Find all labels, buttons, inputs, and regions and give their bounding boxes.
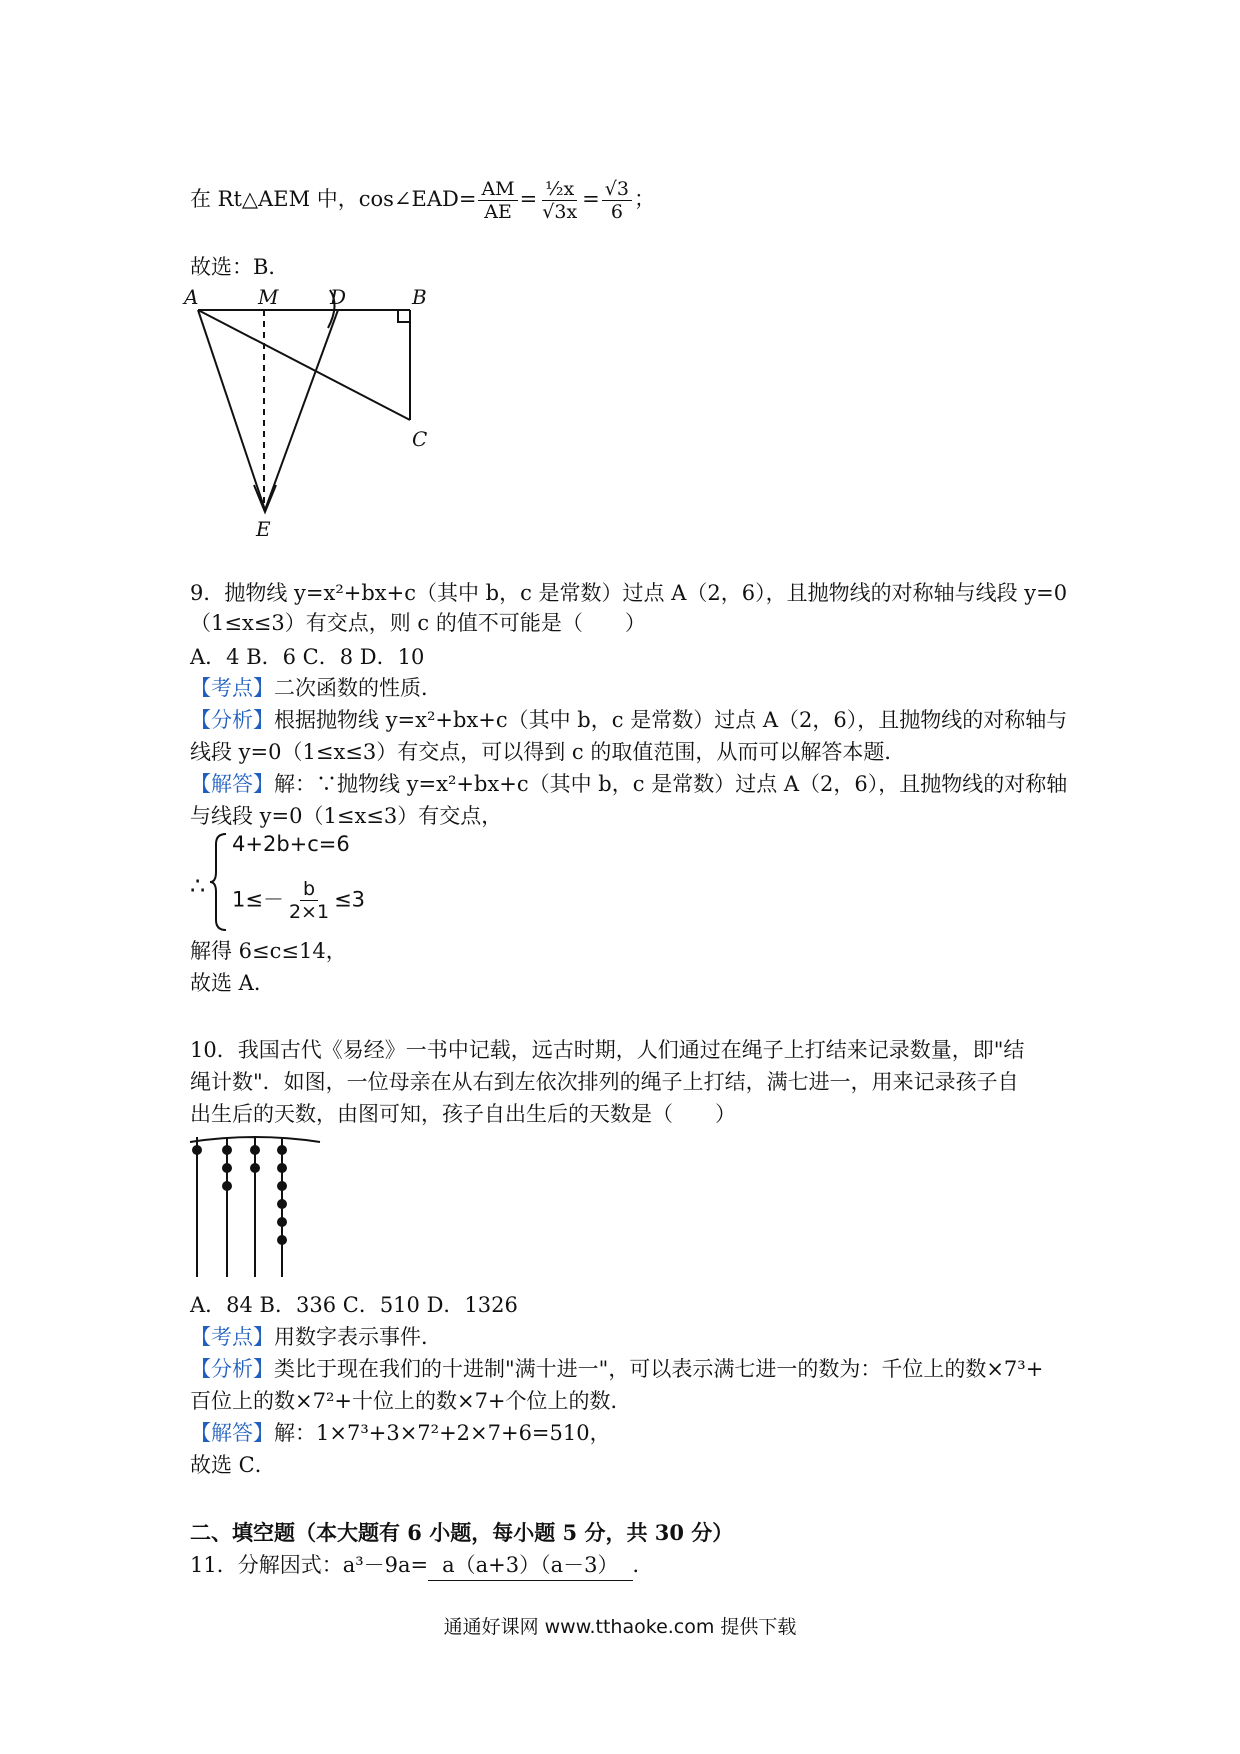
fenxi-text: 根据抛物线 y=x²+bx+c（其中 b，c 是常数）过点 A（2，6），且抛物线的对称轴与 [274,708,1068,732]
frac-num: AM [478,178,517,201]
frac-num: b [300,878,318,901]
q9-solution: 解得 6≤c≤14， [190,939,347,963]
knot [277,1217,287,1227]
frac-den: 2×1 [288,901,330,923]
label-E: E [256,517,271,540]
q10-line3: 出生后的天数，由图可知，孩子自出生后的天数是（ ） [190,1102,736,1126]
q9-answer: 故选 A． [190,971,275,995]
knot [192,1145,202,1155]
kaodian-tag: 【考点】 [190,1325,274,1349]
q11-suffix: ． [632,1553,654,1577]
q9-options: A．4 B．6 C．8 D．10 [190,645,425,669]
frac-num: ½x [542,178,577,201]
brace-icon [210,832,228,932]
jieda-text: 解：1×7³+3×7²+2×7+6=510， [274,1421,611,1445]
frac-den: √3x [542,201,578,223]
q10-line1: 10．我国古代《易经》一书中记载，远古时期，人们通过在绳子上打结来记录数量，即"结 [190,1038,1025,1062]
cos-prefix: 在 Rt△AEM 中，cos∠EAD= [190,187,477,211]
q10-jieda [190,1418,611,1448]
system-eq1: 4+2b+c=6 [232,832,350,856]
label-M: M [258,285,279,309]
q10-fenxi [190,1354,1043,1384]
q11-line [190,1550,654,1581]
label-C: C [412,427,428,451]
q9-fenxi [190,705,1067,735]
knot [277,1145,287,1155]
kaodian-text: 二次函数的性质． [274,676,442,700]
q11-prefix: 11．分解因式：a³－9a= [190,1553,429,1577]
label-B: B [412,285,427,309]
q10-line2: 绳计数"．如图，一位母亲在从右到左依次排列的绳子上打结，满七进一，用来记录孩子自 [190,1070,1019,1094]
jieda-tag: 【解答】 [190,772,274,796]
knot [222,1181,232,1191]
cos-suffix: ； [633,187,655,211]
label-D: D [330,285,347,309]
geometry-figure-8 [180,280,440,540]
kaodian-tag: 【考点】 [190,676,274,700]
frac-am-ae [478,178,517,223]
therefore-symbol: ∴ [190,872,206,900]
eq2-left: 1≤－ [232,887,284,912]
knot [277,1181,287,1191]
fenxi-text: 类比于现在我们的十进制"满十进一"，可以表示满七进一的数为：千位上的数×7³+ [274,1357,1044,1381]
answer-8: 故选：B． [190,255,290,279]
q9-line1: 9．抛物线 y=x²+bx+c（其中 b，c 是常数）过点 A（2，6），且抛物线的对称轴与线段 y=0 [190,581,1068,605]
q9-jieda [190,769,1067,799]
knot [250,1163,260,1173]
knot [250,1145,260,1155]
knot [222,1163,232,1173]
eq2-right: ≤3 [334,887,366,912]
section-2-heading: 二、填空题（本大题有 6 小题，每小题 5 分，共 30 分） [190,1520,734,1545]
frac-den: 6 [610,201,623,223]
knot-rope-figure [185,1132,325,1282]
fenxi-tag: 【分析】 [190,708,274,732]
jieda-tag: 【解答】 [190,1421,274,1445]
q10-fenxi-2: 百位上的数×7²+十位上的数×7+个位上的数． [190,1389,632,1413]
q10-options: A．84 B．336 C．510 D．1326 [190,1293,518,1317]
jieda-text: 解：∵抛物线 y=x²+bx+c（其中 b，c 是常数）过点 A（2，6），且抛物线的对称轴 [274,772,1068,796]
fenxi-tag: 【分析】 [190,1357,274,1381]
q10-kaodian [190,1322,442,1352]
knot [277,1199,287,1209]
page-footer: 通通好课网 www.tthaoke.com 提供下载 [443,1616,797,1638]
cos-eq-line: 在 Rt△AEM 中，cos∠EAD= $\frac{AM}{AE}$ = $\frac{\text{½x}}{√3x}$ = $\frac{√3}{6}$ ； [190,178,655,223]
q9-kaodian [190,673,442,703]
frac-sqrt3-6 [602,178,632,223]
frac-num: √3 [602,178,632,201]
q11-answer-blank: a（a+3）（a－3） [428,1550,632,1581]
frac-den: AE [484,201,512,223]
kaodian-text: 用数字表示事件． [274,1325,442,1349]
knot [222,1145,232,1155]
q9-jieda-2: 与线段 y=0（1≤x≤3）有交点， [190,804,503,828]
q9-line2: （1≤x≤3）有交点，则 c 的值不可能是（ ） [190,611,646,635]
frac-b-2x1 [286,878,332,923]
frac-half-x [539,178,580,223]
knot [277,1163,287,1173]
q10-answer: 故选 C． [190,1453,276,1477]
label-A: A [184,285,199,309]
knot [277,1235,287,1245]
q9-fenxi-2: 线段 y=0（1≤x≤3）有交点，可以得到 c 的取值范围，从而可以解答本题． [190,740,906,764]
system-eq2 [232,878,365,923]
